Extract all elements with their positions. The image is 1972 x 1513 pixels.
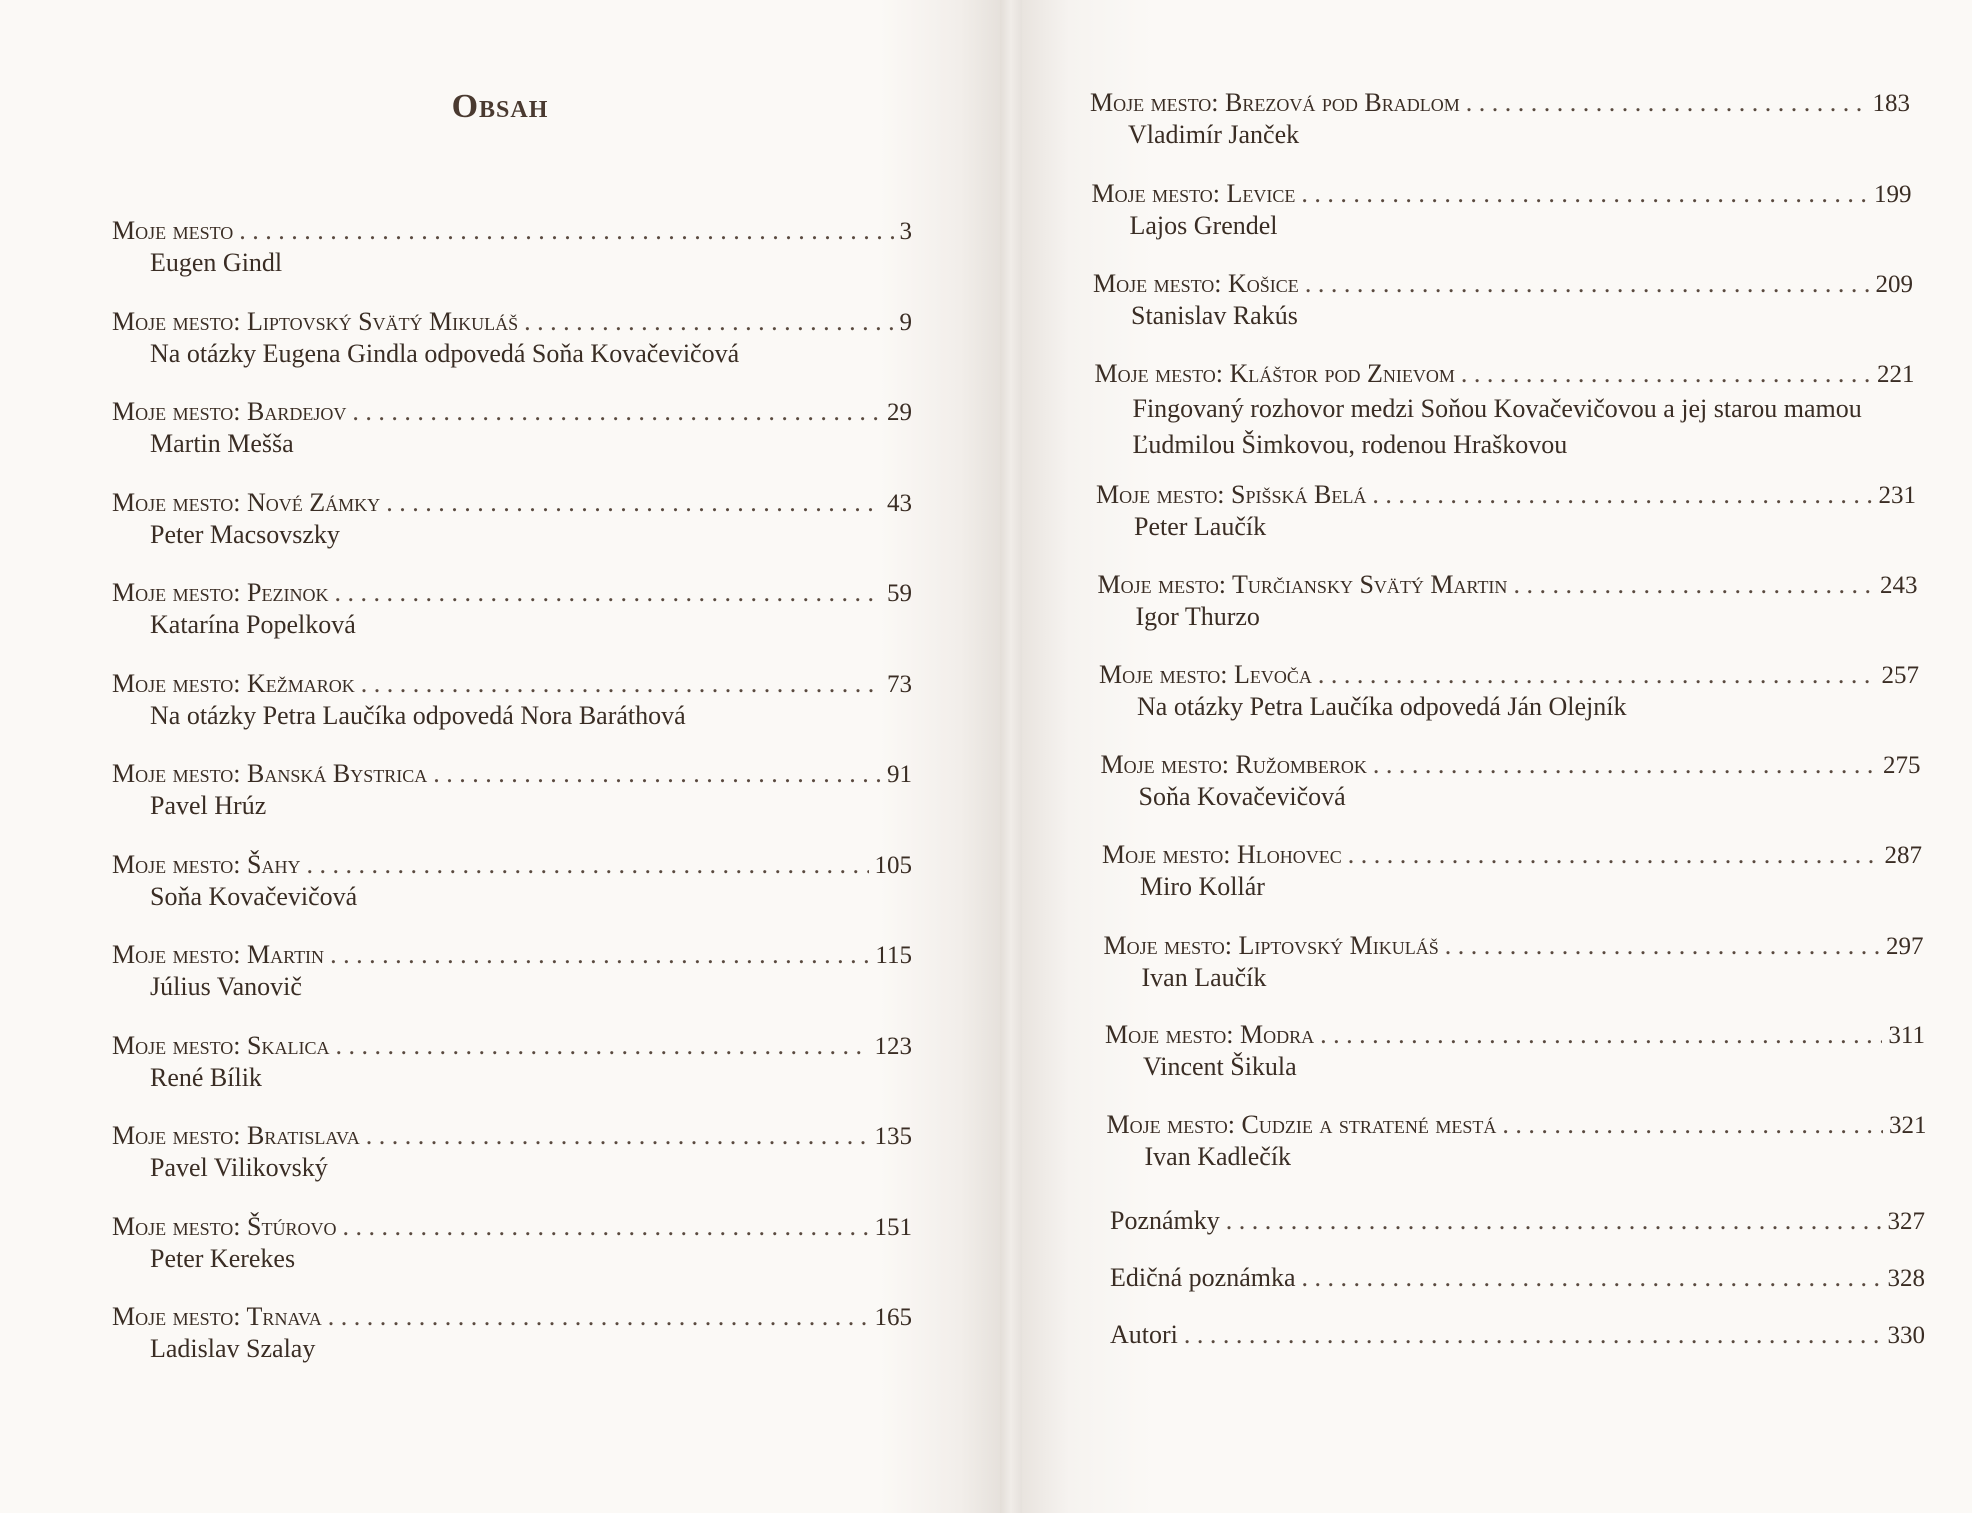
entry-title: Moje mesto: Košice	[1093, 269, 1299, 298]
entry-title: Edičná poznámka	[1110, 1263, 1296, 1292]
entry-author: Pavel Vilikovský	[150, 1153, 328, 1182]
entry-author: Vincent Šikula	[1143, 1052, 1297, 1081]
toc-entry-line	[1105, 1020, 1925, 1050]
entry-title: Moje mesto: Liptovský Svätý Mikuláš	[112, 306, 519, 336]
toc-entry	[1101, 750, 1921, 812]
toc-entry	[112, 1212, 912, 1274]
toc-entry	[112, 669, 912, 731]
entry-page-number: 311	[1888, 1022, 1925, 1049]
dot-leader	[524, 307, 893, 337]
entry-title: Moje mesto: Pezinok	[112, 578, 329, 607]
entry-page-number: 43	[887, 489, 912, 517]
entry-author: Ivan Kadlečík	[1144, 1142, 1292, 1171]
entry-page-number: 3	[899, 218, 912, 245]
toc-entry	[1090, 88, 1910, 150]
entry-page-number: 287	[1884, 842, 1922, 869]
toc-entry-line	[112, 1212, 912, 1242]
entry-title: Moje mesto: Štúrovo	[112, 1211, 337, 1241]
entry-author: Miro Kollár	[1140, 872, 1265, 901]
toc-entry	[1110, 1320, 1925, 1350]
toc-entry-line	[1090, 88, 1910, 118]
toc-entry-line	[1110, 1263, 1925, 1293]
toc-entry	[1104, 931, 1924, 993]
toc-entry-line	[1098, 570, 1918, 600]
toc-entry	[112, 307, 912, 369]
toc-entry-line	[1104, 931, 1924, 961]
dot-leader	[1305, 269, 1870, 299]
toc-entry	[1110, 1263, 1925, 1293]
entry-author: Fingovaný rozhovor medzi Soňou Kovačevičovou a jej starou mamou Ľudmilou Šimkovou, rodenou Hraškovou	[1132, 394, 1862, 459]
entry-title: Moje mesto: Modra	[1105, 1020, 1315, 1049]
entry-page-number: 257	[1881, 662, 1919, 689]
entry-page-number: 183	[1872, 90, 1910, 117]
dot-leader	[1348, 840, 1879, 870]
entry-title: Moje mesto: Trnava	[112, 1302, 322, 1331]
toc-entry-line	[1101, 750, 1921, 780]
book-gutter	[1000, 0, 1022, 1513]
toc-entry	[1095, 359, 1915, 463]
entry-page-number: 115	[875, 942, 912, 969]
entry-title: Moje mesto: Kežmarok	[112, 668, 355, 698]
toc-entry-line	[112, 1302, 912, 1332]
toc-entry	[112, 488, 912, 550]
toc-entry	[112, 1302, 912, 1364]
toc-entry	[112, 1121, 912, 1183]
entry-title: Moje mesto: Banská Bystrica	[112, 759, 428, 788]
dot-leader	[1302, 1263, 1882, 1293]
dot-leader	[328, 1302, 869, 1332]
dot-leader	[386, 488, 881, 518]
toc-entry-line	[1110, 1206, 1925, 1236]
entry-page-number: 123	[874, 1032, 912, 1060]
toc-entry	[112, 940, 912, 1002]
entry-page-number: 328	[1887, 1265, 1925, 1292]
toc-entry	[1099, 660, 1919, 722]
toc-entry-line	[112, 488, 912, 518]
toc-entry-line	[112, 669, 912, 699]
toc-entry-line	[112, 850, 912, 880]
entry-author: Vladimír Janček	[1128, 120, 1300, 149]
toc-entry	[1096, 480, 1916, 542]
dot-leader	[1461, 359, 1871, 389]
entry-page-number: 9	[899, 308, 912, 336]
toc-entry	[112, 397, 912, 459]
toc-entry-line	[1093, 269, 1913, 299]
entry-title: Moje mesto: Bratislava	[112, 1121, 360, 1150]
entry-author: Ivan Laučík	[1141, 963, 1267, 992]
dot-leader	[361, 669, 881, 699]
entry-title: Moje mesto: Kláštor pod Znievom	[1094, 359, 1455, 388]
entry-author: Peter Macsovszky	[150, 519, 340, 549]
entry-page-number: 209	[1875, 271, 1913, 298]
dot-leader	[306, 850, 868, 880]
entry-author: Stanislav Rakús	[1131, 301, 1298, 330]
dot-leader	[1466, 88, 1867, 118]
entry-page-number: 275	[1883, 752, 1921, 779]
entry-title: Moje mesto	[112, 216, 234, 245]
toc-entry	[1098, 570, 1918, 632]
dot-leader	[352, 397, 881, 427]
entry-title: Moje mesto: Turčiansky Svätý Martin	[1097, 570, 1508, 599]
toc-entry-line	[112, 578, 912, 608]
dot-leader	[1502, 1110, 1883, 1140]
entry-page-number: 297	[1886, 933, 1924, 960]
entry-page-number: 330	[1887, 1322, 1925, 1349]
toc-entry-line	[1107, 1110, 1927, 1140]
entry-title: Moje mesto: Nové Zámky	[112, 487, 381, 517]
entry-title: Moje mesto: Levoča	[1099, 660, 1312, 689]
entry-author: Július Vanovič	[150, 972, 302, 1001]
entry-author: René Bílik	[150, 1062, 262, 1092]
toc-entry	[1105, 1020, 1925, 1082]
dot-leader	[1320, 1020, 1882, 1050]
dot-leader	[1318, 660, 1876, 690]
dot-leader	[1373, 750, 1877, 780]
entry-author: Na otázky Petra Laučíka odpovedá Nora Baráthová	[150, 700, 686, 730]
entry-page-number: 135	[874, 1123, 912, 1150]
dot-leader	[1372, 480, 1872, 510]
dot-leader	[1301, 179, 1868, 209]
toc-entry-line	[1110, 1320, 1925, 1350]
dot-leader	[335, 1031, 868, 1061]
entry-title: Moje mesto: Levice	[1091, 179, 1296, 208]
entry-page-number: 231	[1878, 482, 1916, 509]
dot-leader	[239, 216, 893, 246]
toc-entry	[112, 759, 912, 821]
entry-title: Moje mesto: Bardejov	[112, 397, 347, 426]
entry-page-number: 327	[1887, 1208, 1925, 1235]
toc-entry	[112, 850, 912, 912]
dot-leader	[330, 940, 869, 970]
dot-leader	[342, 1212, 868, 1242]
toc-entry-line	[112, 307, 912, 337]
entry-title: Moje mesto: Liptovský Mikuláš	[1103, 931, 1439, 960]
toc-entry	[112, 578, 912, 640]
entry-title: Poznámky	[1110, 1206, 1220, 1235]
entry-page-number: 59	[887, 580, 912, 607]
entry-title: Moje mesto: Spišská Belá	[1096, 480, 1367, 509]
toc-entry	[1102, 840, 1922, 902]
toc-entry	[112, 216, 912, 278]
entry-author: Pavel Hrúz	[150, 791, 267, 820]
toc-entry-line	[112, 216, 912, 246]
toc-entry-line	[1096, 480, 1916, 510]
toc-entry-line	[1099, 660, 1919, 690]
entry-author: Peter Laučík	[1134, 512, 1267, 541]
toc-entry	[112, 1031, 912, 1093]
toc-entry-line	[1092, 179, 1912, 209]
entry-author: Ladislav Szalay	[150, 1334, 316, 1363]
dot-leader	[433, 759, 881, 789]
entry-author: Na otázky Eugena Gindla odpovedá Soňa Kovačevičová	[150, 338, 740, 368]
toc-entry-line	[112, 1121, 912, 1151]
entry-author: Lajos Grendel	[1129, 211, 1278, 240]
entry-title: Moje mesto: Martin	[112, 940, 325, 969]
entry-page-number: 321	[1889, 1112, 1927, 1139]
page-title: Obsah	[451, 88, 549, 125]
dot-leader	[1226, 1206, 1882, 1236]
entry-author: Peter Kerekes	[150, 1243, 296, 1273]
toc-entry	[1092, 179, 1912, 241]
entry-page-number: 91	[887, 761, 912, 788]
toc-entry-line	[112, 759, 912, 789]
dot-leader	[334, 578, 881, 608]
toc-entry-line	[112, 940, 912, 970]
entry-author: Na otázky Petra Laučíka odpovedá Ján Olejník	[1137, 692, 1627, 721]
entry-page-number: 221	[1877, 361, 1915, 388]
entry-title: Moje mesto: Hlohovec	[1102, 840, 1342, 869]
toc-entry-line	[112, 1031, 912, 1061]
dot-leader	[366, 1121, 869, 1151]
dot-leader	[1513, 570, 1874, 600]
entry-page-number: 73	[887, 670, 912, 698]
toc-entry	[1110, 1206, 1925, 1236]
toc-entry-line	[112, 397, 912, 427]
entry-page-number: 29	[887, 399, 912, 426]
entry-author: Igor Thurzo	[1135, 602, 1260, 631]
entry-page-number: 165	[874, 1304, 912, 1331]
entry-title: Autori	[1110, 1320, 1178, 1349]
entry-page-number: 105	[874, 851, 912, 879]
entry-title: Moje mesto: Cudzie a stratené mestá	[1106, 1110, 1497, 1139]
dot-leader	[1184, 1320, 1882, 1350]
toc-entry-line	[1102, 840, 1922, 870]
entry-author: Eugen Gindl	[150, 248, 283, 277]
toc-entry-line	[1095, 359, 1915, 389]
toc-entry	[1107, 1110, 1927, 1172]
dot-leader	[1445, 931, 1880, 961]
toc-entry	[1093, 269, 1913, 331]
entry-title: Moje mesto: Šahy	[112, 849, 301, 879]
entry-author: Soňa Kovačevičová	[150, 881, 358, 911]
entry-author: Soňa Kovačevičová	[1138, 782, 1346, 811]
entry-page-number: 199	[1874, 181, 1912, 208]
entry-author: Katarína Popelková	[150, 610, 356, 639]
entry-title: Moje mesto: Brezová pod Bradlom	[1090, 88, 1460, 117]
entry-author: Martin Mešša	[150, 429, 294, 458]
entry-page-number: 151	[874, 1213, 912, 1241]
entry-page-number: 243	[1880, 572, 1918, 599]
entry-title: Moje mesto: Skalica	[112, 1030, 330, 1060]
right-page	[1022, 0, 1972, 1513]
entry-title: Moje mesto: Ružomberok	[1100, 750, 1367, 779]
